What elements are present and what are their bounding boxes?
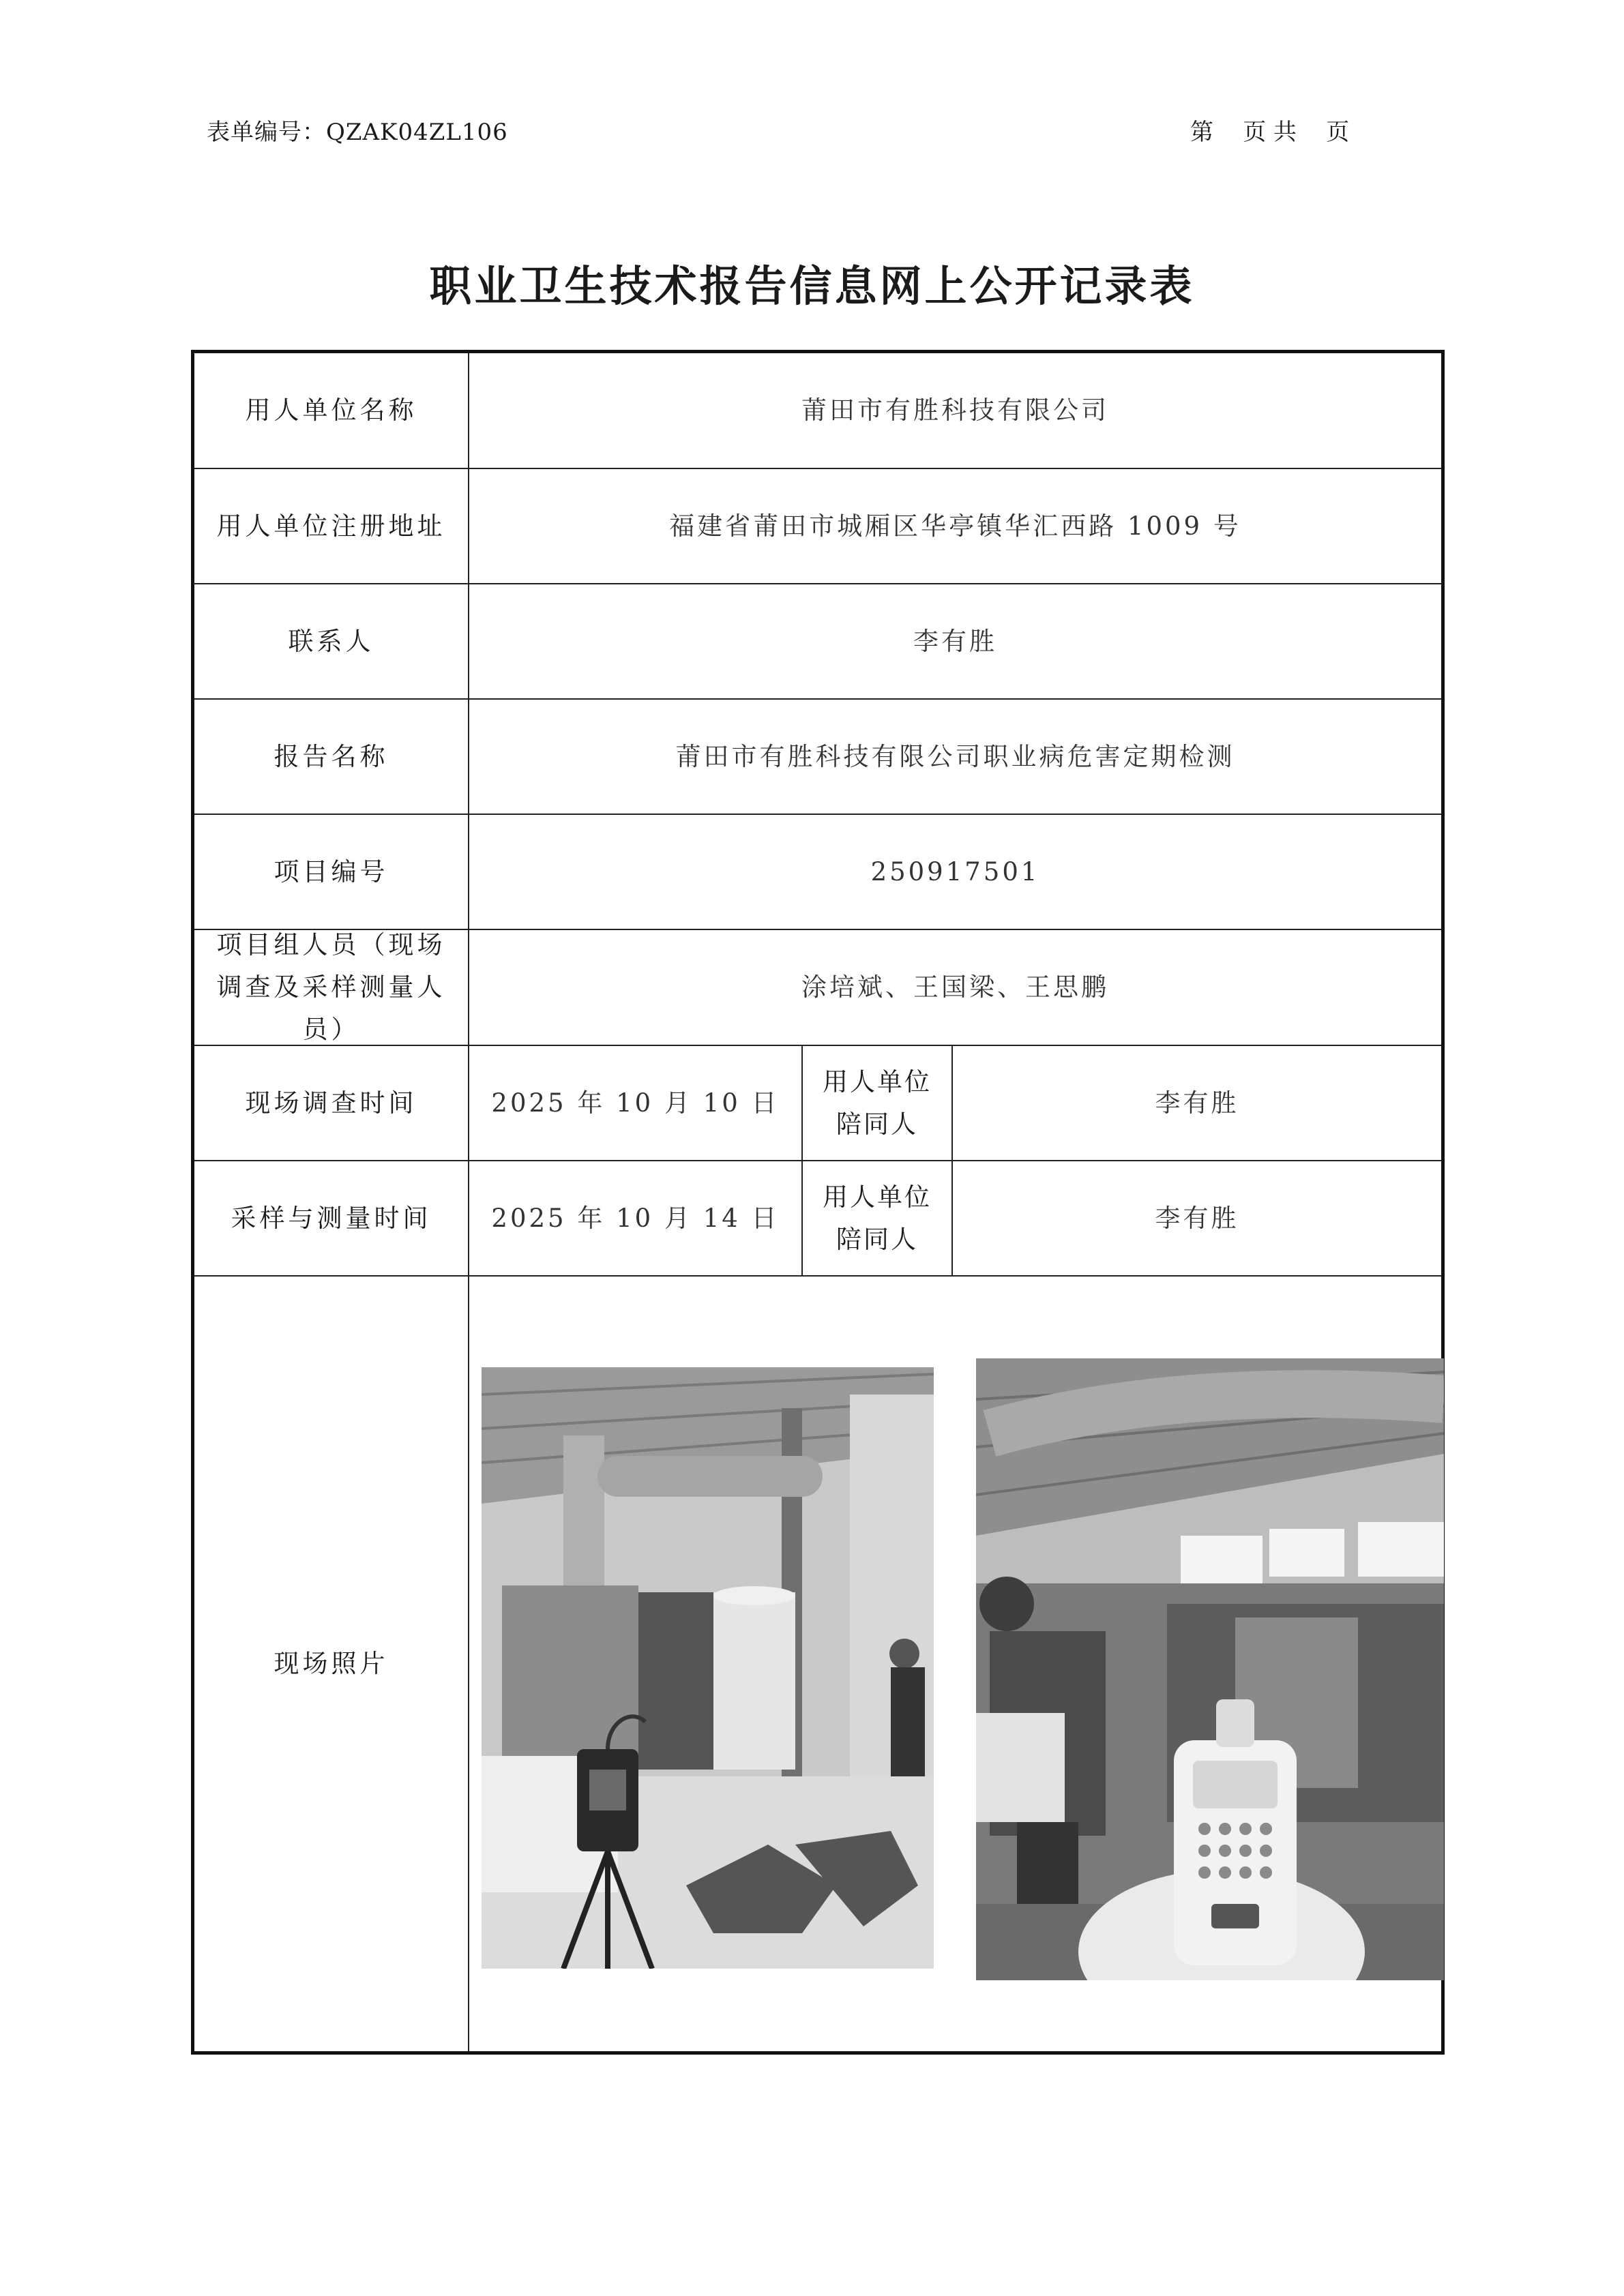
record-table xyxy=(191,350,1445,2055)
project-team-value: 涂培斌、王国梁、王思鹏 xyxy=(801,972,1109,1002)
contact-value: 李有胜 xyxy=(913,626,997,656)
row-project-number xyxy=(194,815,1441,930)
contact-label: 联系人 xyxy=(194,584,469,698)
row-survey-time xyxy=(194,1046,1441,1161)
row-contact xyxy=(194,584,1441,700)
sampling-escort-value: 李有胜 xyxy=(1155,1203,1239,1233)
employer-name-value: 莆田市有胜科技有限公司 xyxy=(801,396,1109,425)
row-employer-name xyxy=(194,353,1441,469)
sampling-time-label: 采样与测量时间 xyxy=(194,1161,469,1275)
sampling-escort-label: 用人单位陪同人 xyxy=(803,1161,953,1275)
row-site-photos xyxy=(194,1277,1441,2051)
site-photo-workshop-sampler xyxy=(482,1367,934,1969)
page-info: 第 页 共 页 xyxy=(1190,119,1350,146)
site-photos-label: 现场照片 xyxy=(194,1277,469,2051)
survey-escort-value: 李有胜 xyxy=(1155,1088,1239,1118)
row-project-team xyxy=(194,930,1441,1046)
project-number-label: 项目编号 xyxy=(194,815,469,929)
employer-name-label: 用人单位名称 xyxy=(194,353,469,468)
document-title: 职业卫生技术报告信息网上公开记录表 xyxy=(429,261,1195,311)
employer-address-label: 用人单位注册地址 xyxy=(194,469,469,583)
report-name-value: 莆田市有胜科技有限公司职业病危害定期检测 xyxy=(675,741,1235,771)
project-number-value: 250917501 xyxy=(870,856,1040,886)
survey-time-label: 现场调查时间 xyxy=(194,1046,469,1160)
project-team-label: 项目组人员（现场调查及采样测量人员） xyxy=(194,930,469,1045)
survey-time-value: 2025 年 10 月 10 日 xyxy=(469,1046,803,1160)
report-name-label: 报告名称 xyxy=(194,700,469,814)
row-report-name xyxy=(194,700,1441,815)
row-employer-address xyxy=(194,469,1441,584)
row-sampling-time xyxy=(194,1161,1441,1277)
form-number: 表单编号：QZAK04ZL106 xyxy=(207,119,508,146)
site-photo-noise-meter xyxy=(976,1358,1444,1980)
survey-escort-label: 用人单位陪同人 xyxy=(803,1046,953,1160)
sampling-time-value: 2025 年 10 月 14 日 xyxy=(469,1161,803,1275)
employer-address-value: 福建省莆田市城厢区华亭镇华汇西路 1009 号 xyxy=(669,511,1241,541)
